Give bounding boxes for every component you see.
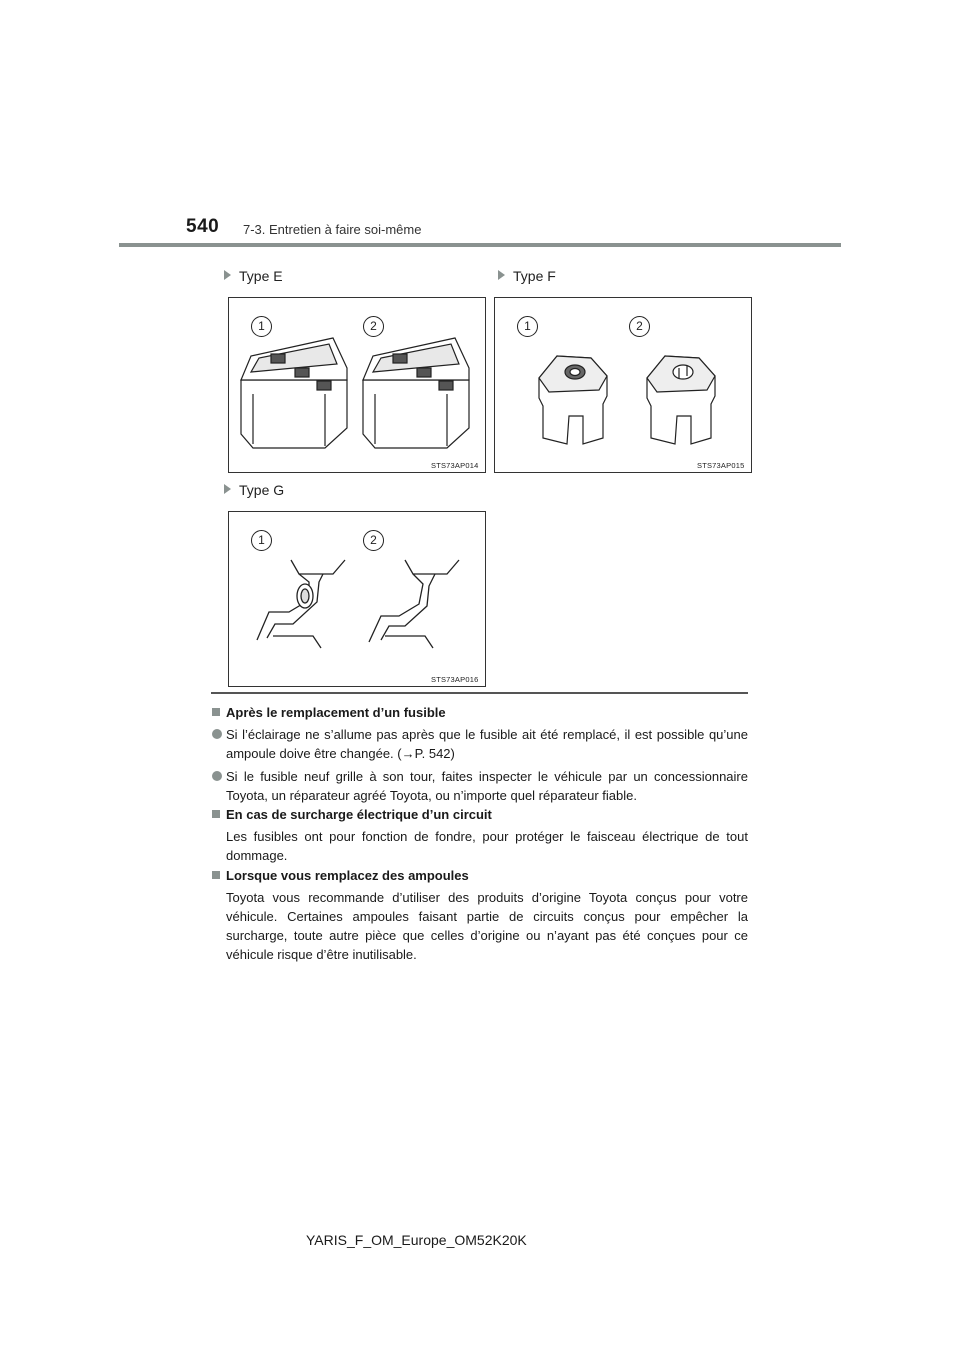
callout-1: 1	[251, 316, 272, 337]
callout-1: 1	[517, 316, 538, 337]
section-body: Toyota vous recommande d’utiliser des produits d’origine Toyota conçus pour votre véhicule. Certaines ampoules faisant partie de circuits conçus pour empêcher la surcharge, toute autre pièce que celles d’origine ou n’ayant pas été conçues pour ce véhicule risque d’être inutilisable.	[226, 890, 748, 962]
figure-type-g	[228, 511, 486, 687]
callout-2: 2	[629, 316, 650, 337]
square-bullet-icon	[212, 871, 220, 879]
section-body: Les fusibles ont pour fonction de fondre, pour protéger le faisceau électrique de tout dommage.	[226, 829, 748, 863]
type-g-label: Type G	[224, 482, 284, 498]
figure-code: STS73AP014	[431, 461, 479, 470]
section-divider	[211, 692, 748, 694]
figure-code: STS73AP016	[431, 675, 479, 684]
header-rule	[119, 243, 841, 247]
section-circuit-overload	[212, 805, 748, 865]
list-item: Si le fusible neuf grille à son tour, faites inspecter le véhicule par un concessionnaire Toyota, un réparateur agréé Toyota, ou n’importe quel réparateur fiable.	[212, 767, 748, 805]
square-bullet-icon	[212, 810, 220, 818]
document-id: YARIS_F_OM_Europe_OM52K20K	[306, 1232, 527, 1248]
round-bullet-icon	[212, 771, 222, 781]
section-bulb-replacement	[212, 866, 748, 964]
figure-code: STS73AP015	[697, 461, 745, 470]
triangle-bullet-icon	[498, 270, 505, 280]
triangle-bullet-icon	[224, 270, 231, 280]
page-number: 540	[186, 216, 220, 237]
section-heading: Après le remplacement d’un fusible	[212, 703, 748, 722]
round-bullet-icon	[212, 729, 222, 739]
type-e-label: Type E	[224, 268, 283, 284]
figure-type-f	[494, 297, 752, 473]
section-fuse-replaced	[212, 703, 748, 805]
section-heading: En cas de surcharge électrique d’un circuit	[212, 805, 748, 824]
list-item: Si l’éclairage ne s’allume pas après que le fusible ait été remplacé, il est possible qu’une ampoule doive être changée. (→P. 542)	[212, 725, 748, 763]
type-f-label: Type F	[498, 268, 556, 284]
callout-1: 1	[251, 530, 272, 551]
callout-2: 2	[363, 530, 384, 551]
section-title: 7-3. Entretien à faire soi-même	[243, 222, 422, 237]
figure-type-e	[228, 297, 486, 473]
square-bullet-icon	[212, 708, 220, 716]
triangle-bullet-icon	[224, 484, 231, 494]
section-heading: Lorsque vous remplacez des ampoules	[212, 866, 748, 885]
callout-2: 2	[363, 316, 384, 337]
